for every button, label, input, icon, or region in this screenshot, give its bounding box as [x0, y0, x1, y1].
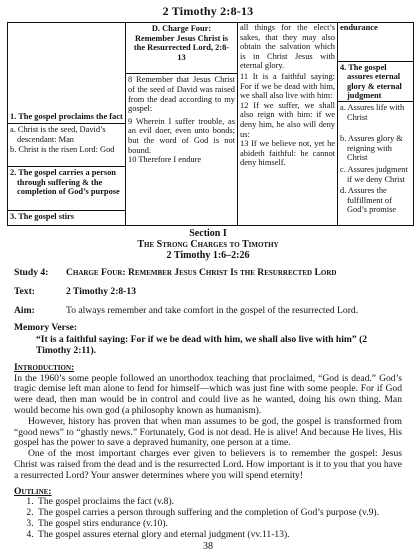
study-label: Study 4:: [14, 267, 49, 278]
study-line: [14, 268, 402, 279]
running-header: 2 Timothy 2:8-13: [162, 4, 254, 18]
point-4d: d. Assures the fulfillment of God’s promise: [340, 186, 397, 215]
point-1-heading: 1. The gospel proclaims the fact: [10, 112, 123, 121]
memory-verse-label: Memory Verse:: [14, 322, 78, 334]
study-title: Charge Four: Remember Jesus Christ Is the Resurrected Lord: [66, 267, 337, 278]
point-1b: b. Christ is the risen Lord: God: [10, 145, 115, 154]
verse-9: 9 Wherein I suffer trouble, as an evil doer, even unto bonds; but the word of God is not bound.: [128, 116, 235, 155]
intro-paragraph-1: In the 1960’s some people followed an unorthodox teaching that proclaimed, “God is dead.” God’s tragic demise left man alone to fend for himself—which was just fine with some people. For if God were dead, then man would be in control and could live as he wanted, doing his own thing. Man would become his own god (a philosophy known as humanism).: [14, 372, 402, 416]
text-line: [14, 287, 402, 298]
aim-value: To always remember and take comfort in the gospel of the resurrected Lord.: [66, 304, 359, 316]
point-2-heading: 2. The gospel carries a person through suffering & the completion of God’s purpose: [8, 166, 125, 197]
point-4-heading: 4. The gospel assures eternal glory & eternal judgment: [338, 61, 413, 101]
verse-13: 13 If we believe not, yet he abideth faithful: he cannot deny himself.: [240, 139, 335, 168]
verse-10: 10 Therefore I endure: [128, 155, 202, 165]
section-range: 2 Timothy 1:6–2:26: [166, 250, 250, 261]
charge-heading: D. Charge Four: Remember Jesus Christ is the Resurrected Lord, 2:8-13: [133, 24, 230, 62]
outline-column-b: [338, 23, 413, 225]
verse-8: 8 Remember that Jesus Christ of the seed of David was raised from the dead according to my gospel:: [128, 75, 235, 114]
point-3-heading: 3. The gospel stirs: [8, 210, 125, 222]
study-body: [14, 228, 402, 541]
outline-item: 4. The gospel assures eternal glory and eternal judgment (vv.11-13).: [36, 530, 402, 541]
text-value: 2 Timothy 2:8-13: [66, 285, 137, 297]
aim-line: [14, 306, 402, 317]
outline-list: [14, 497, 402, 540]
verse-12: 12 If we suffer, we shall also reign with him: if we deny him, he also will deny us:: [240, 100, 335, 139]
intro-paragraph-2: However, history has proven that when man assumes to be god, the gospel is transformed from “good news” to “ghastly news.” Fortunately, God is not dead. He is alive! And because He lives, His gospel has the power to save a depraved humanity, one person at a time.: [14, 415, 402, 449]
memory-verse-quote: “It is a faithful saying: For if we be dead with him, we shall also live with him” (2 Timothy 2:11).: [36, 334, 368, 356]
section-label: Section I: [189, 228, 227, 239]
text-label: Text:: [14, 285, 35, 297]
summary-table: [7, 22, 414, 226]
point-3-cont: endurance: [340, 23, 378, 32]
intro-paragraph-3: One of the most important charges ever given to believers is to remember the gospel: Jesus Christ was raised from the dead and is the resurrected Lord. How important is it to you that you have a resurrected Lord? Your answer determines where you will spend eternity!: [14, 448, 402, 481]
outline-item: 3. The gospel stirs endurance (v.10).: [36, 519, 402, 530]
outline-heading: Outline:: [14, 485, 52, 497]
section-title: The Strong Charges to Timothy: [137, 239, 279, 250]
verse-10-cont: all things for the elect’s sakes, that they may also obtain the salvation which is in Christ Jesus with eternal glory.: [240, 23, 335, 71]
point-4b: b. Assures glory & reigning with Christ: [340, 134, 403, 163]
point-4a: a. Assures life with Christ: [338, 101, 413, 122]
scripture-column-a: [126, 23, 238, 225]
point-1a: a. Christ is the seed, David’s descendant: Man: [8, 123, 125, 144]
page-number: 38: [203, 541, 213, 552]
aim-label: Aim:: [14, 304, 35, 316]
introduction-heading: Introduction:: [14, 361, 75, 373]
verse-11: 11 It is a faithful saying: For if we be dead with him, we shall also live with him:: [240, 71, 335, 101]
outline-item: 1. The gospel proclaims the fact (v.8).: [36, 497, 402, 508]
outline-column: [8, 23, 126, 225]
point-4c: c. Assures judgment if we deny Christ: [340, 164, 408, 184]
outline-item: 2. The gospel carries a person through suffering and the completion of God’s purpose (v.9).: [36, 508, 402, 519]
scripture-column-b: [238, 23, 338, 225]
